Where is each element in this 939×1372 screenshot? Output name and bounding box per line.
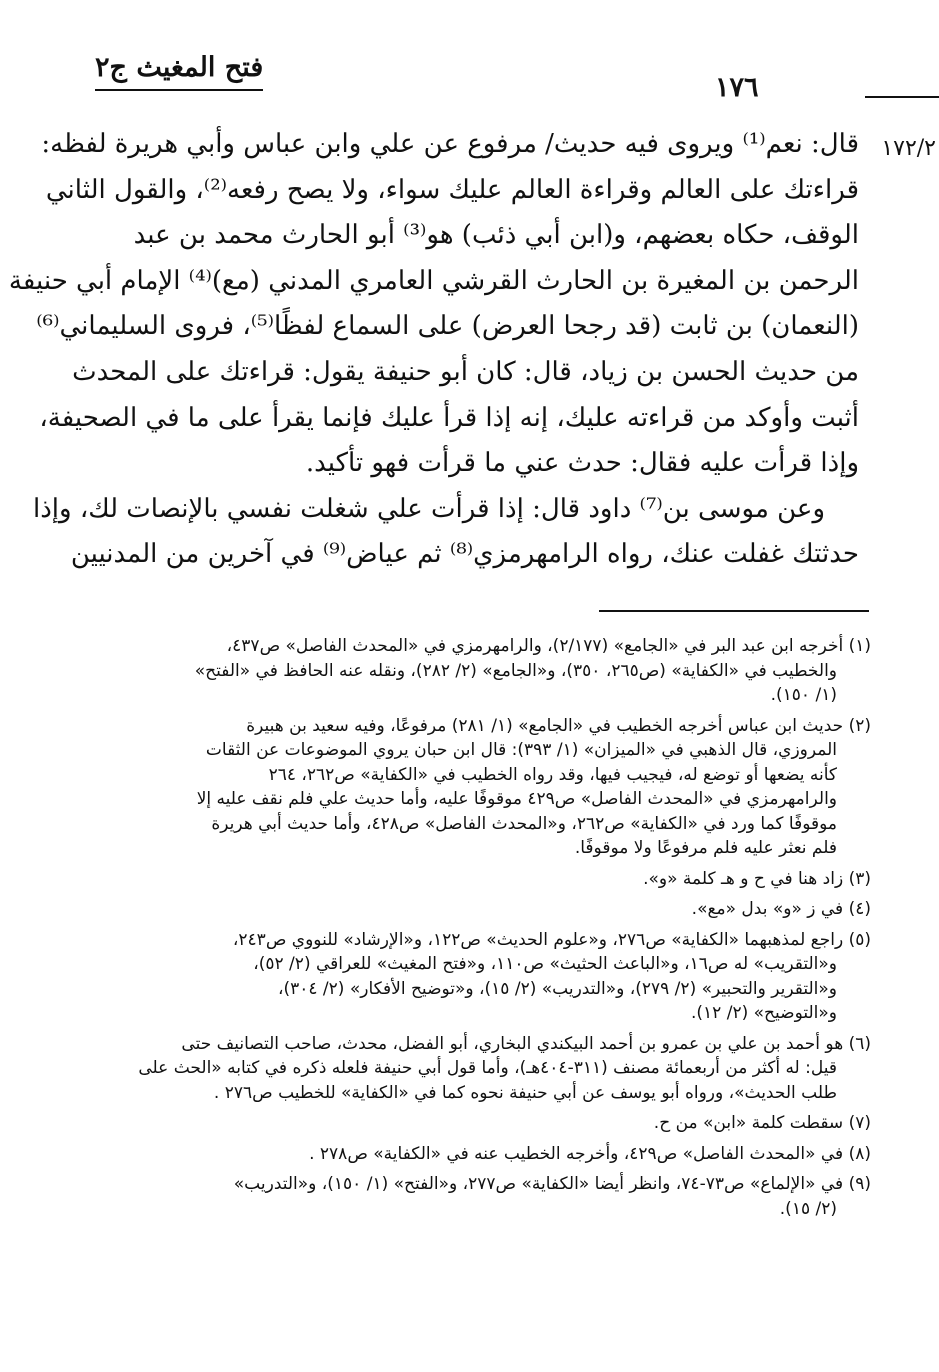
footnote-line: (٤) في ز «و» بدل «مع».: [691, 899, 871, 919]
footnote-line: كأنه يضعها أو توضع له، فيجيب فيها، وقد رواه الخطيب في «الكفاية» ص٢٦٢، ٢٦٤: [268, 764, 837, 785]
page-number: ١٧٦: [715, 72, 759, 103]
footnote-8: [71, 1142, 871, 1167]
footnote-4: [71, 897, 871, 922]
margin-reference: ١٧٢/٢: [881, 136, 936, 161]
header-rule: [865, 96, 939, 98]
footnote-2: [71, 714, 871, 861]
footnote-line: (٣) زاد هنا في ح و هـ كلمة «و».: [643, 868, 871, 889]
text-line: من حديث الحسن بن زياد، قال: كان أبو حنيفة يقول: قراءتك على المحدث: [72, 356, 859, 387]
footnote-line: (٨) في «المحدث الفاصل» ص٤٢٩، وأخرجه الخطيب عنه في «الكفاية» ص٢٧٨ .: [309, 1143, 871, 1164]
book-title: فتح المغيث ج٢: [95, 52, 263, 91]
footnote-line: (٩) في «الإلماع» ص٧٣-٧٤، وانظر أيضا «الكفاية» ص٢٧٧، و«الفتح» (١/ ١٥٠)، و«التدريب»: [233, 1174, 871, 1194]
footnote-line: (٢) حديث ابن عباس أخرجه الخطيب في «الجامع» (١/ ٢٨١) مرفوعًا، وفيه سعيد بن هبيرة: [246, 715, 871, 736]
text-line: وإذا قرأت عليه فقال: حدث عني ما قرأت فهو تأكيد.: [305, 448, 859, 479]
text-line: الرحمن بن المغيرة بن الحارث القرشي العامري المدني (مع)⁽⁴⁾ الإمام أبي حنيفة: [8, 265, 859, 296]
page-header: [95, 44, 859, 104]
footnote-line: (٦) هو أحمد بن علي بن عمرو بن أحمد البيكندي البخاري، أبو الفضل، محدث، صاحب التصانيف حتى: [181, 1033, 871, 1054]
text-line: قال: نعم⁽¹⁾ ويروى فيه حديث/ مرفوع عن علي وابن عباس وأبي هريرة لفظه:: [41, 129, 859, 159]
footnote-line: (٥) راجع لمذهبهما «الكفاية» ص٢٧٦، و«علوم الحديث» ص١٢٢، و«الإرشاد» للنووي ص٢٤٣،: [232, 929, 871, 950]
footnote-line: والرامهرمزي في «المحدث الفاصل» ص٤٢٩ موقوفًا عليه، وأما حديث علي فلم نقف عليه إلا: [196, 789, 837, 809]
footnote-line: و«التوضيح» (٢/ ١٢).: [691, 1003, 837, 1023]
footnote-5: [71, 928, 871, 1026]
footnote-line: و«التقريب» له ص١٦، و«الباعث الحثيث» ص١١٠، و«فتح المغيث» للعراقي (٢/ ٥٢)،: [253, 954, 837, 974]
footnote-line: موقوفًا كما ورد في «الكفاية» ص٢٦٢، و«المحدث الفاصل» ص٤٢٨، وأما حديث أبي هريرة: [211, 813, 837, 834]
footnote-line: قيل: له أكثر من أربعمائة مصنف (٣١١-٤٠٤هـ)، وأما قول أبي حنيفة فلعله ذكره في كتابه «الحث على: [138, 1058, 837, 1078]
footnote-1: [71, 634, 871, 708]
text-line: حدثتك غفلت عنك، رواه الرامهرمزي⁽⁸⁾ ثم عياض⁽⁹⁾ في آخرين من المدنيين: [70, 539, 859, 570]
footnote-line: (١) أخرجه ابن عبد البر في «الجامع» (٢/١٧٧)، والرامهرمزي في «المحدث الفاصل» ص٤٣٧،: [226, 636, 871, 656]
footnote-line: المروزي، قال الذهبي في «الميزان» (١/ ٣٩٣): قال ابن حبان يروي الموضوعات عن الثقات: [205, 740, 837, 760]
text-line: وعن موسى بن⁽⁷⁾ داود قال: إذا قرأت علي شغلت نفسي بالإنصات لك، وإذا: [32, 493, 825, 524]
footnote-3: [71, 867, 871, 892]
main-text: [8, 122, 859, 578]
footnote-line: (٧) سقطت كلمة «ابن» من ح.: [653, 1113, 871, 1133]
footnote-line: والخطيب في «الكفاية» (ص٢٦٥، ٣٥٠)، و«الجامع» (٢/ ٢٨٢)، ونقله عنه الحافظ في «الفتح»: [194, 660, 837, 681]
footnote-6: [71, 1032, 871, 1106]
footnotes: [71, 634, 871, 1227]
footnote-7: [71, 1111, 871, 1136]
footnote-separator: [599, 610, 869, 612]
footnote-line: فلم نعثر عليه فلم مرفوعًا ولا موقوفًا.: [574, 838, 837, 858]
text-line: أثبت وأوكد من قراءته عليك، إنه إذا قرأ عليك فإنما يقرأ على ما في الصحيفة،: [39, 402, 859, 433]
footnote-line: (١/ ١٥٠).: [770, 685, 837, 705]
footnote-line: (٢/ ١٥).: [779, 1198, 837, 1219]
footnote-line: طلب الحديث»، ورواه أبو يوسف عن أبي حنيفة نحوه كما في «الكفاية» للخطيب ص٢٧٦ .: [213, 1082, 837, 1103]
text-line: الوقف، حكاه بعضهم، و(ابن أبي ذئب) هو⁽³⁾ أبو الحارث محمد بن عبد: [133, 220, 859, 251]
footnote-line: و«التقرير والتحبير» (٢/ ٢٧٩)، و«التدريب» (٢/ ١٥)، و«توضيح الأفكار» (٢/ ٣٠٤)،: [277, 978, 837, 999]
text-line: قراءتك على العالم وقراءة العالم عليك سواء، ولا يصح رفعه⁽²⁾، والقول الثاني: [45, 174, 859, 205]
text-line: (النعمان) بن ثابت (قد رجحا العرض) على السماع لفظًا⁽⁵⁾، فروى السليماني⁽⁶⁾: [36, 311, 859, 342]
footnote-9: [71, 1172, 871, 1221]
